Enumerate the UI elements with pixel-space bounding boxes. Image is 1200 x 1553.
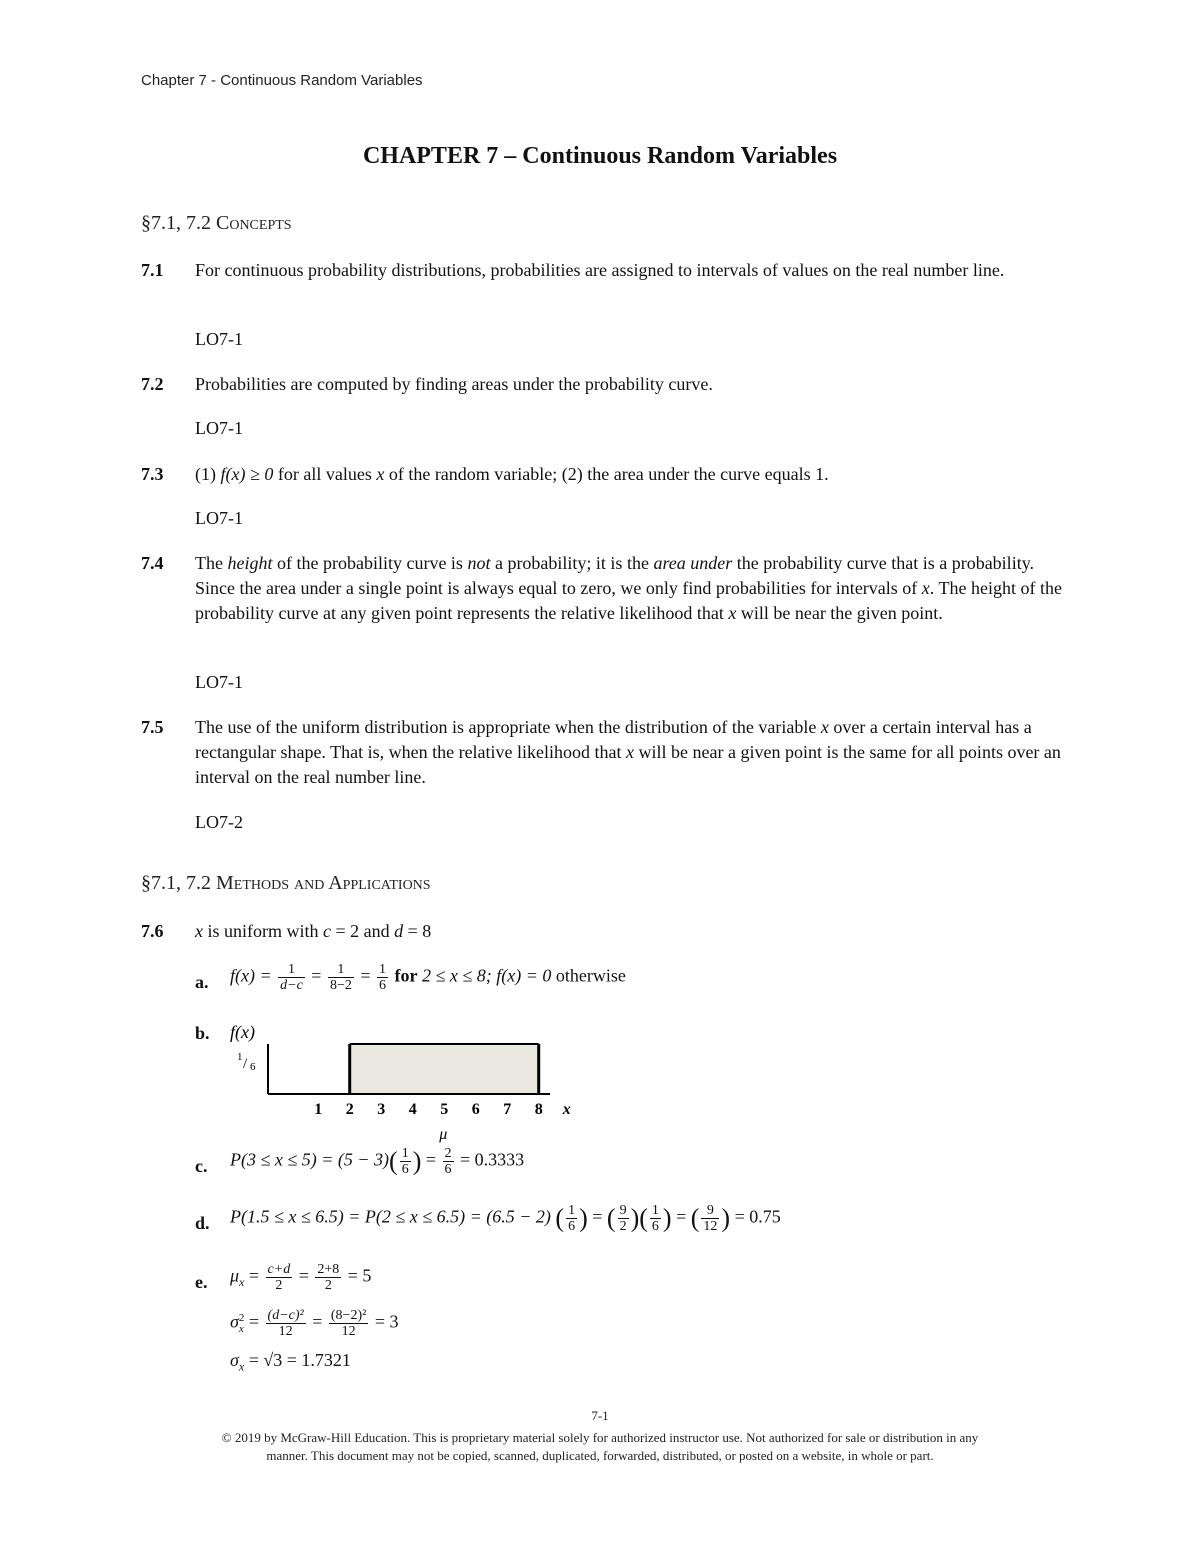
learning-objective: LO7-1: [195, 329, 243, 349]
fraction: [328, 962, 354, 993]
equation-e-sd: [230, 1350, 351, 1375]
x-tick-label: 5: [440, 1101, 449, 1118]
sub-sup: [239, 1313, 245, 1335]
eq-text: = 0.3333: [460, 1149, 525, 1170]
paren-open: (: [639, 1203, 648, 1233]
eq-text: σ: [230, 1350, 239, 1370]
fraction: [266, 1308, 306, 1339]
denominator: 2: [619, 1219, 627, 1234]
height-label-numerator: 1: [237, 1051, 243, 1063]
eq-text: =: [248, 1311, 260, 1332]
math-run: c: [323, 921, 331, 941]
copyright-line-2: manner. This document may not be copied, scanned, duplicated, forwarded, distributed, or posted on a website, in whole or part.: [266, 1448, 934, 1463]
x-tick-label: 2: [345, 1101, 354, 1118]
math-run: x: [376, 464, 385, 484]
copyright-line-1: © 2019 by McGraw-Hill Education. This is proprietary material solely for authorized instructor use. Not authorized for sale or distribution in any: [221, 1430, 979, 1445]
eq-text: μ: [230, 1265, 240, 1286]
numerator: 1: [328, 962, 354, 978]
equation-a: [230, 962, 626, 993]
text-run: the probability curve that is a probability. Since the area under a single point is always equal to zero, we only find probabilities for intervals of: [195, 553, 1035, 598]
text-run: is uniform with: [203, 921, 323, 941]
numerator: 1: [568, 1203, 576, 1218]
emphasis: not: [467, 553, 491, 573]
eq-text: =: [298, 1265, 309, 1286]
paren-close: ): [721, 1203, 731, 1233]
chart-marks: [268, 1044, 550, 1118]
denominator: 8−2: [329, 978, 352, 993]
text-run: . The height of the probability curve at any given point represents the relative likelihood that: [195, 578, 1062, 623]
text-run: (1): [195, 464, 221, 484]
subscript: x: [238, 1322, 244, 1335]
page-number: 7-1: [591, 1408, 609, 1423]
x-tick-label: 8: [534, 1101, 543, 1118]
eq-text: = 3: [374, 1311, 399, 1332]
superscript: 2: [238, 1311, 245, 1324]
problem-number: 7.2: [141, 374, 164, 394]
section-heading-concepts: [141, 212, 292, 235]
numerator: 1: [379, 962, 387, 977]
learning-objective: LO7-1: [195, 418, 243, 438]
problem-text: [195, 462, 1065, 487]
eq-text: f(x) = 0: [496, 965, 552, 986]
equation-e-variance: [230, 1308, 398, 1339]
eq-text: =: [360, 965, 371, 986]
denominator: 12: [341, 1324, 356, 1339]
denominator: 6: [379, 978, 387, 993]
mean-label: μ: [439, 1126, 448, 1143]
fraction: [400, 1146, 411, 1177]
math-run: x: [921, 578, 930, 598]
eq-text: 2 ≤ x ≤ 8;: [422, 965, 492, 986]
problem-text: Probabilities are computed by finding areas under the probability curve.: [195, 374, 713, 394]
problem-text: [195, 715, 1065, 790]
problem-text: [195, 551, 1065, 626]
section-name: Methods and Applications: [216, 872, 431, 894]
paren-close: ): [630, 1203, 640, 1233]
equation-c: [230, 1146, 524, 1177]
math-run: x: [195, 921, 203, 941]
denominator: 6: [444, 1162, 452, 1177]
denominator: 2: [275, 1278, 283, 1293]
eq-text: otherwise: [555, 965, 626, 986]
text-run: = 2 and: [331, 921, 395, 941]
fraction: [377, 962, 388, 993]
section-prefix: §7.1, 7.2: [141, 212, 216, 234]
problem-number: 7.6: [141, 921, 164, 941]
emphasis: area under: [653, 553, 733, 573]
chapter-title: CHAPTER 7 – Continuous Random Variables: [362, 143, 838, 169]
fraction: [618, 1203, 629, 1234]
eq-text: =: [425, 1149, 437, 1170]
fraction: [566, 1203, 577, 1234]
numerator: (8−2)²: [330, 1308, 367, 1323]
text-run: = 8: [403, 921, 432, 941]
eq-text: = √3 = 1.7321: [248, 1350, 351, 1370]
fraction: [650, 1203, 661, 1234]
numerator: 9: [701, 1203, 719, 1219]
eq-text: f(x) =: [230, 965, 272, 986]
eq-text: = 5: [347, 1265, 372, 1286]
math-run: d: [394, 921, 404, 941]
emphasis: height: [227, 553, 273, 573]
eq-text: =: [312, 1311, 323, 1332]
numerator: c+d: [267, 1262, 291, 1277]
learning-objective: LO7-1: [195, 672, 243, 692]
paren-open: (: [389, 1146, 398, 1176]
text-run: will be near a given point is the same for all points over an interval on the real number line.: [195, 742, 1061, 787]
math-run: x: [728, 603, 737, 623]
eq-text: P(3 ≤ x ≤ 5) = (5 − 3): [230, 1149, 390, 1170]
uniform-density-chart: [225, 1018, 585, 1148]
denominator: 12: [703, 1219, 718, 1234]
paren-close: ): [412, 1146, 422, 1176]
subscript: x: [239, 1275, 245, 1290]
text-run: over a certain interval has a rectangular shape. That is, when the relative likelihood that: [195, 717, 1032, 762]
denominator: 12: [278, 1324, 293, 1339]
x-tick-label: 6: [471, 1101, 480, 1118]
section-heading-methods: [141, 872, 431, 895]
problem-stem: [195, 919, 1065, 944]
eq-text: σ: [230, 1311, 239, 1332]
denominator: d−c: [280, 978, 303, 993]
equation-e-mean: [230, 1262, 371, 1293]
fraction: [443, 1146, 454, 1177]
paren-open: (: [555, 1203, 565, 1233]
x-tick-label: 4: [408, 1101, 417, 1118]
paren-open: (: [690, 1203, 700, 1233]
text-run: a probability; it is the: [490, 553, 654, 573]
paren-close: ): [579, 1203, 588, 1233]
numerator: 9: [619, 1203, 627, 1218]
x-tick-label: 3: [377, 1101, 386, 1118]
part-label: c.: [195, 1156, 208, 1176]
numerator: 1: [651, 1203, 659, 1218]
text-run: for all values: [273, 464, 377, 484]
problem-number: 7.4: [141, 553, 164, 573]
numerator: 1: [401, 1146, 409, 1161]
height-label-denominator: 6: [250, 1061, 256, 1073]
numerator: 1: [278, 962, 305, 978]
eq-text: = 0.75: [734, 1206, 781, 1227]
height-label: [237, 1051, 256, 1073]
density-area: [350, 1044, 539, 1094]
eq-text: P(1.5 ≤ x ≤ 6.5) = P(2 ≤ x ≤ 6.5) = (6.5 − 2): [230, 1206, 551, 1227]
text-run: The use of the uniform distribution is appropriate when the distribution of the variable: [195, 717, 821, 737]
fraction: [329, 1308, 368, 1339]
text-run: The: [195, 553, 228, 573]
equation-d: [230, 1203, 781, 1234]
section-prefix: §7.1, 7.2: [141, 872, 216, 894]
eq-text: for: [394, 965, 418, 986]
text-run: of the random variable; (2) the area under the curve equals 1.: [384, 464, 829, 484]
section-name: Concepts: [216, 212, 292, 234]
part-label: b.: [195, 1023, 210, 1043]
text-run: will be near the given point.: [736, 603, 943, 623]
running-header: Chapter 7 - Continuous Random Variables: [141, 72, 423, 89]
learning-objective: LO7-1: [195, 508, 243, 528]
problem-number: 7.3: [141, 464, 164, 484]
eq-text: =: [311, 965, 322, 986]
math-run: x: [820, 717, 829, 737]
problem-text: For continuous probability distributions, probabilities are assigned to intervals of values on the real number line.: [195, 260, 1005, 280]
problem-number: 7.5: [141, 717, 164, 737]
part-label: d.: [195, 1213, 210, 1233]
fraction: [266, 1262, 293, 1293]
height-label-slash: /: [243, 1056, 248, 1072]
eq-text: =: [592, 1206, 603, 1227]
denominator: 2: [324, 1278, 332, 1293]
fraction: [315, 1262, 341, 1293]
paren-close: ): [662, 1203, 672, 1233]
numerator: 2+8: [317, 1262, 340, 1277]
x-axis-label: x: [562, 1101, 571, 1118]
math-run: f(x) ≥ 0: [220, 464, 274, 484]
paren-open: (: [606, 1203, 616, 1233]
fraction: [701, 1203, 719, 1234]
math-run: x: [626, 742, 635, 762]
denominator: 6: [651, 1219, 659, 1234]
subscript: x: [238, 1359, 245, 1374]
problem-number: 7.1: [141, 260, 164, 280]
numerator: (d−c)²: [267, 1308, 304, 1323]
numerator: 2: [444, 1146, 452, 1161]
eq-text: =: [248, 1265, 260, 1286]
text-run: of the probability curve is: [272, 553, 468, 573]
y-axis-label: f(x): [230, 1022, 255, 1042]
part-label: a.: [195, 972, 209, 992]
denominator: 6: [568, 1219, 576, 1234]
x-tick-label: 1: [314, 1101, 323, 1118]
eq-text: =: [676, 1206, 687, 1227]
fraction: [278, 962, 305, 993]
x-tick-label: 7: [503, 1101, 512, 1118]
learning-objective: LO7-2: [195, 812, 243, 832]
denominator: 6: [401, 1162, 409, 1177]
part-label: e.: [195, 1272, 208, 1292]
